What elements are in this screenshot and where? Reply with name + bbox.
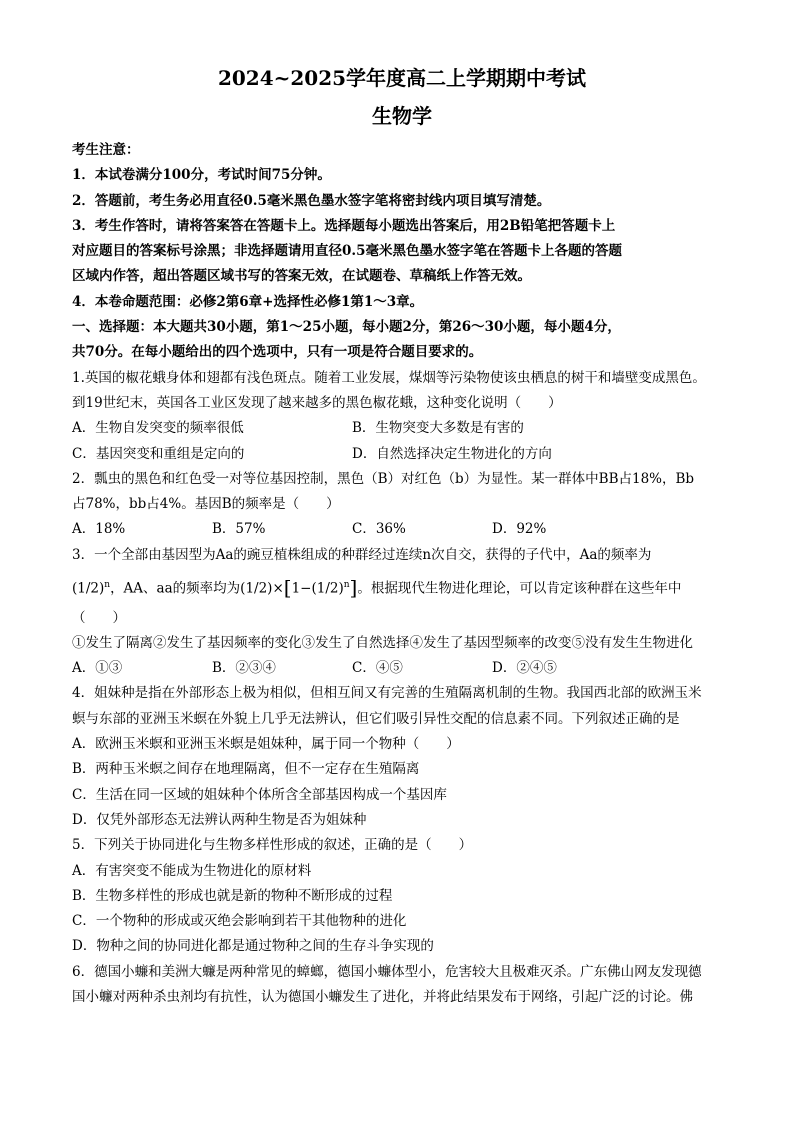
option-d: D．②④⑤: [492, 660, 557, 677]
question-6: [72, 960, 732, 1011]
question-3: [72, 543, 732, 682]
option-b: B．生物突变大多数是有害的: [352, 420, 524, 437]
bracket-close: ]: [349, 575, 358, 600]
question-text: 4．姐妹种是指在外部形态上极为相似，但相互间又有完善的生殖隔离机制的生物。我国西北部的欧洲玉米: [72, 685, 702, 702]
option-b: B．两种玉米螟之间存在地理隔离，但不一定存在生殖隔离: [72, 761, 420, 778]
formula-one-minus: 1−: [291, 580, 312, 597]
option-b: B．②③④: [212, 660, 276, 677]
question-text: 6．德国小蠊和美洲大蠊是两种常见的蟑螂，德国小蠊体型小，危害较大且极难灭杀。广东佛山网友发现德: [72, 963, 702, 980]
question-text: 到19世纪末，英国各工业区发现了越来越多的黑色椒花蛾，这种变化说明（ ）: [72, 394, 562, 411]
section-heading-line: 一、选择题：本大题共30小题，第1～25小题，每小题2分，第26～30小题，每小题4分，: [72, 319, 621, 336]
question-text: 1.英国的椒花蛾身体和翅都有浅色斑点。随着工业发展，煤烟等污染物使该虫栖息的树干和墙壁变成黑色。: [72, 369, 706, 386]
bracket-open: [: [283, 575, 292, 600]
option-d: D．仅凭外部形态无法辨认两种生物是否为姐妹种: [72, 811, 367, 828]
option-row: [72, 416, 732, 441]
option-c: C．④⑤: [352, 660, 403, 677]
option-b: B．生物多样性的形成也就是新的物种不断形成的过程: [72, 887, 393, 904]
exam-title: 2024~2025学年度高二上学期期中考试: [217, 66, 587, 90]
notice-heading: 考生注意：: [72, 142, 140, 158]
formula-exp: n: [343, 580, 350, 591]
option-a: A．欧洲玉米螟和亚洲玉米螟是姐妹种，属于同一个物种（ ）: [72, 736, 460, 753]
formula-tail: 。根据现代生物进化理论，可以肯定该种群在这些年中: [357, 580, 682, 597]
option-c: C．一个物种的形成或灭绝会影响到若干其他物种的进化: [72, 913, 407, 930]
option-d: D．自然选择决定生物进化的方向: [352, 445, 552, 462]
subject-title: 生物学: [372, 104, 432, 128]
notice-item: 区域内作答，超出答题区域书写的答案无效，在试题卷、草稿纸上作答无效。: [72, 268, 531, 285]
option-a: A．生物自发突变的频率很低: [72, 420, 244, 437]
section-heading: [72, 315, 732, 366]
notice-item: 3．考生作答时，请将答案答在答题卡上。选择题每小题选出答案后，用2B铅笔把答题卡上: [72, 217, 616, 234]
option-b: B．57%: [212, 521, 266, 538]
question-text: 3．一个全部由基因型为Aa的豌豆植株组成的种群经过连续n次自交，获得的子代中，Aa的频率为: [72, 546, 652, 563]
option-row: [72, 517, 732, 542]
notice-item: 4．本卷命题范围：必修2第6章+选择性必修1第1～3章。: [72, 293, 424, 310]
question-text: 占78%，bb占4%。基因B的频率是（ ）: [72, 496, 340, 513]
option-c: C．基因突变和重组是定向的: [72, 445, 245, 462]
section-heading-line: 共70分。在每小题给出的四个选项中，只有一项是符合题目要求的。: [72, 344, 483, 361]
formula-frac: (1/2): [240, 580, 273, 597]
question-5: [72, 833, 732, 959]
question-text: 5．下列关于协同进化与生物多样性形成的叙述，正确的是（ ）: [72, 837, 473, 854]
notice-item: 对应题目的答案标号涂黑；非选择题请用直径0.5毫米黑色墨水签字笔在答题卡上各题的答题: [72, 243, 622, 260]
formula-mid: ，AA、aa的频率均为: [110, 580, 241, 597]
option-c: C．生活在同一区域的姐妹种个体所含全部基因构成一个基因库: [72, 786, 447, 803]
option-c: C．36%: [352, 521, 406, 538]
question-2: [72, 467, 732, 543]
notice-item: 2．答题前，考生务必用直径0.5毫米黑色墨水签字笔将密封线内项目填写清楚。: [72, 192, 551, 209]
option-a: A．①③: [72, 660, 123, 677]
option-a: A．18%: [72, 521, 126, 538]
option-d: D．92%: [492, 521, 547, 538]
exam-page: [72, 64, 732, 1010]
answer-blank: （ ）: [72, 609, 126, 626]
formula-exp: n: [104, 580, 111, 591]
question-text: 国小蠊对两种杀虫剂均有抗性，认为德国小蠊发生了进化，并将此结果发布于网络，引起广泛的讨论。佛: [72, 989, 693, 1005]
question-formula-line: [72, 568, 732, 606]
option-row: [72, 442, 732, 467]
question-1: [72, 366, 732, 467]
question-text: 2．瓢虫的黑色和红色受一对等位基因控制，黑色（B）对红色（b）为显性。某一群体中BB占18%，Bb: [72, 470, 695, 487]
option-d: D．物种之间的协同进化都是通过物种之间的生存斗争实现的: [72, 938, 434, 955]
statement-list: ①发生了隔离②发生了基因频率的变化③发生了自然选择④发生了基因型频率的改变⑤没有发生生物进化: [72, 634, 693, 651]
formula-frac: (1/2): [72, 580, 105, 597]
notice-block: [72, 138, 732, 315]
option-a: A．有害突变不能成为生物进化的原材料: [72, 862, 312, 879]
formula-frac: (1/2): [311, 580, 344, 597]
formula-times: ×: [272, 580, 284, 597]
question-text: 螟与东部的亚洲玉米螟在外貌上几乎无法辨认，但它们吸引异性交配的信息素不同。下列叙述正确的是: [72, 710, 680, 727]
question-4: [72, 681, 732, 833]
notice-item: 1．本试卷满分100分，考试时间75分钟。: [72, 167, 331, 184]
option-row: [72, 656, 732, 681]
